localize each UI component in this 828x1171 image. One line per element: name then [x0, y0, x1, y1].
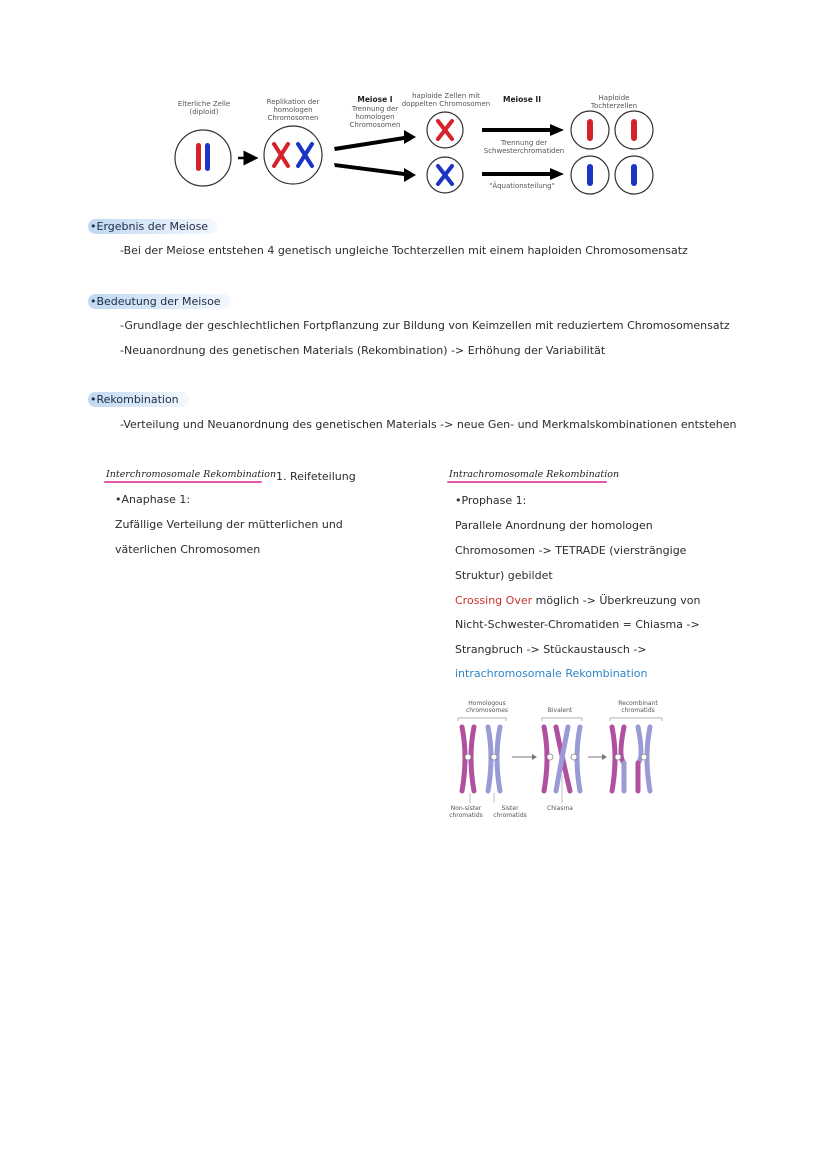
significance-text-2: -Neuanordnung des genetischen Materials (Rekombination) -> Erhöhung der Variabilität — [120, 344, 606, 357]
interchromosomal-title: Interchromosomale Rekombination — [106, 469, 277, 480]
intra-text-2: Chromosomen -> TETRADE (viersträngige — [455, 544, 687, 557]
label-homologous: Homologous chromosomes — [465, 700, 509, 714]
title-underline — [447, 481, 607, 483]
intra-text-1: Parallele Anordnung der homologen — [455, 519, 653, 532]
label-bivalent: Bivalent — [547, 707, 573, 714]
intra-text-4-rest: möglich -> Überkreuzung von — [532, 594, 701, 607]
significance-text-1: -Grundlage der geschlechtlichen Fortpflanzung zur Bildung von Keimzellen mit reduziertem Chromosomensatz — [120, 319, 730, 332]
stage-label: 1. Reifeteilung — [276, 470, 356, 483]
intra-text-4 — [455, 594, 700, 607]
label-replication: Replikation der homologen Chromosomen — [266, 98, 320, 122]
label-non-sister: Non-sister chromatids — [449, 805, 483, 819]
arrow-icon — [334, 130, 416, 182]
label-meiosis-2: Meiose II — [502, 95, 542, 104]
daughter-cells — [571, 111, 653, 194]
intra-text-7: intrachromosomale Rekombination — [455, 667, 648, 680]
label-chiasma: Chiasma — [547, 805, 573, 812]
homologous-pair — [462, 727, 500, 791]
label-separation-homologous: Trennung der homologen Chromosomen — [349, 105, 401, 129]
inter-text-2: väterlichen Chromosomen — [115, 543, 261, 556]
heading-significance: •Bedeutung der Meisoe — [88, 294, 231, 309]
recombinant-chromatids — [612, 727, 650, 791]
label-meiosis-1: Meiose I — [357, 95, 393, 104]
label-recombinant: Recombinant chromatids — [618, 700, 658, 714]
result-text: -Bei der Meiose entstehen 4 genetisch ungleiche Tochterzellen mit einem haploiden Chromosomensatz — [120, 244, 688, 257]
haploid-cell-blue — [427, 157, 463, 193]
recombination-text: -Verteilung und Neuanordnung des genetischen Materials -> neue Gen- und Merkmalskombinationen entstehen — [120, 418, 737, 431]
label-parent-cell: Elterliche Zelle (diploid) — [177, 100, 231, 116]
anaphase-label: •Anaphase 1: — [115, 493, 191, 506]
meiosis-drawing — [160, 100, 670, 200]
label-sister: Sister chromatids — [493, 805, 527, 819]
haploid-cell-red — [427, 112, 463, 148]
inter-text-1: Zufällige Verteilung der mütterlichen und — [115, 518, 343, 531]
intra-text-5: Nicht-Schwester-Chromatiden = Chiasma -> — [455, 618, 700, 631]
arrow-icon — [588, 754, 607, 760]
replicated-cell — [264, 126, 322, 184]
intra-text-3: Struktur) gebildet — [455, 569, 553, 582]
arrow-icon — [482, 124, 564, 180]
prophase-label: •Prophase 1: — [455, 494, 527, 507]
label-equation-division: "Äquationsteilung" — [489, 182, 555, 190]
label-haploid-cells: haploide Zellen mit doppelten Chromosomen — [401, 92, 491, 108]
intrachromosomal-title: Intrachromosomale Rekombination — [449, 469, 620, 480]
label-separation-sister: Trennung der Schwesterchromatiden — [483, 139, 565, 155]
crossing-over-term: Crossing Over — [455, 594, 533, 607]
label-daughter-cells: Haploide Tochterzellen — [590, 94, 638, 110]
heading-result: •Ergebnis der Meiose — [88, 219, 218, 234]
title-underline — [104, 481, 262, 483]
parent-cell — [175, 130, 231, 186]
crossover-drawing — [450, 715, 670, 807]
heading-recombination: •Rekombination — [88, 392, 189, 407]
arrow-icon — [512, 754, 537, 760]
intra-text-6: Strangbruch -> Stückaustausch -> — [455, 643, 647, 656]
